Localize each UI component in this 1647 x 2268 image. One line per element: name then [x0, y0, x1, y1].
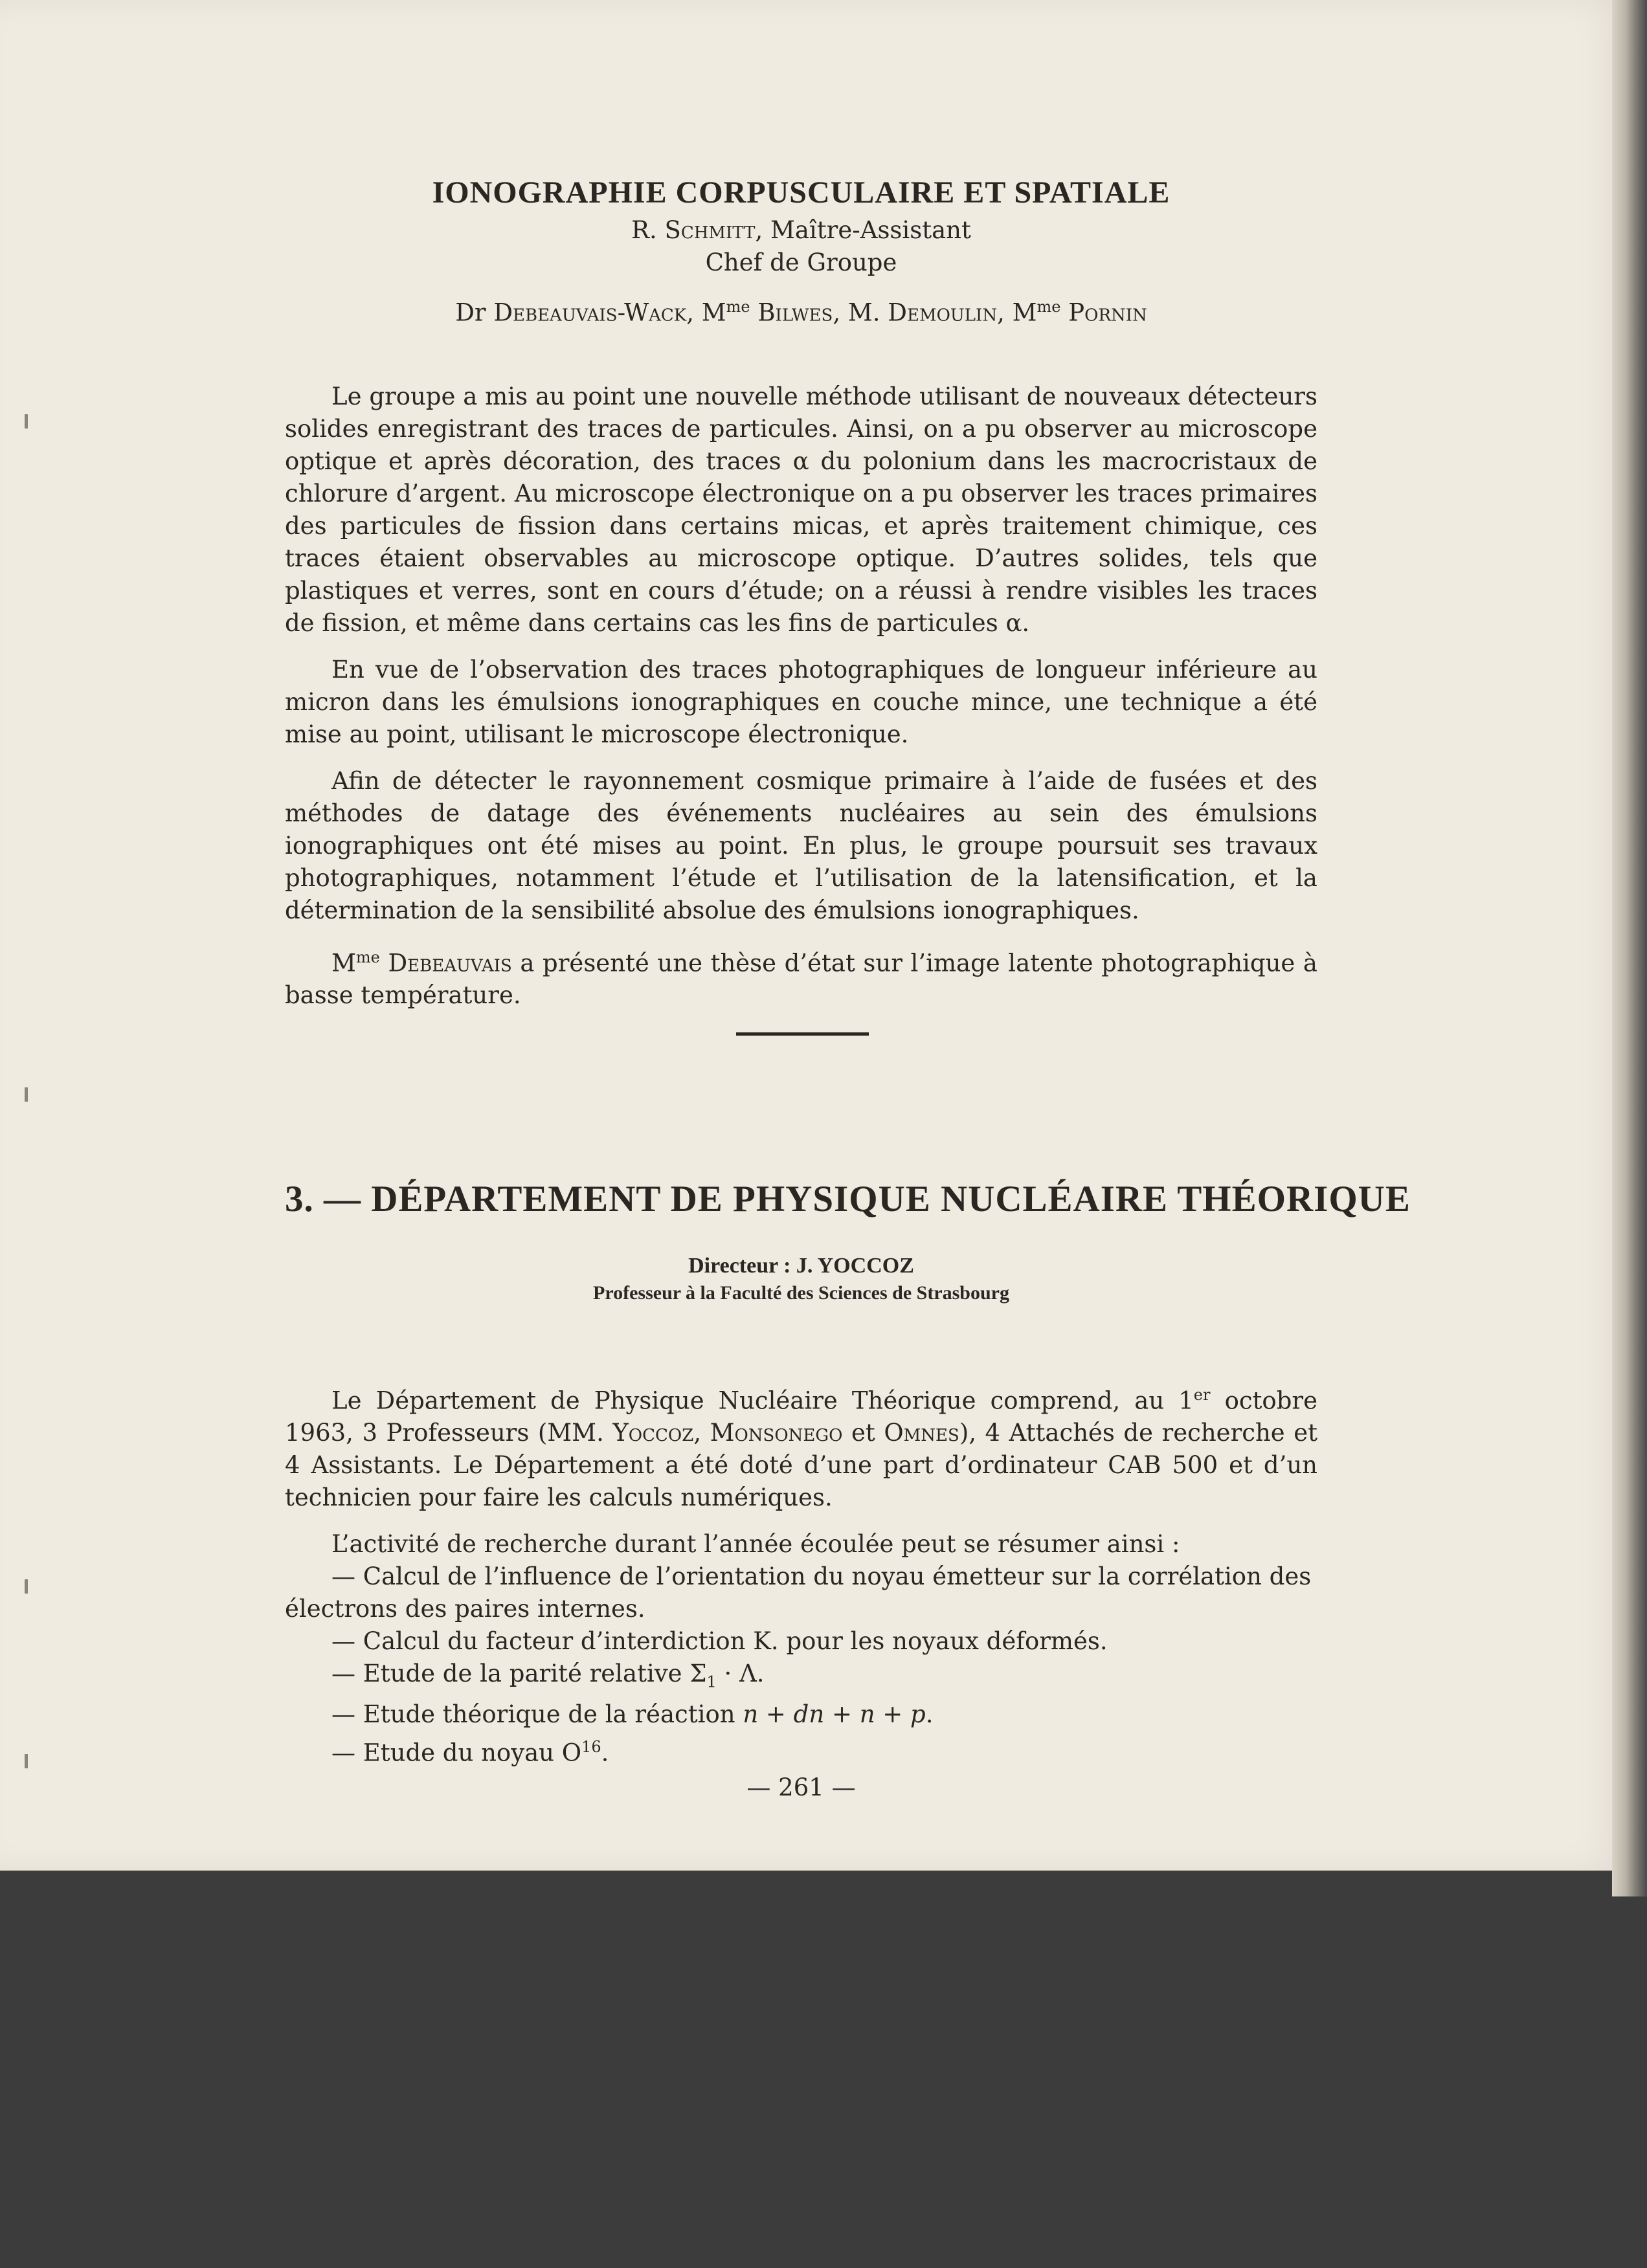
activity-item: — Calcul de l’influence de l’orientation du noyau émetteur sur la corrélation des	[331, 1562, 1312, 1591]
activity-item	[285, 1658, 1317, 1698]
item-math: n + dn + n + p	[743, 1700, 926, 1728]
intro-name: Omnes	[884, 1419, 959, 1447]
intro-text: Le Département de Physique Nucléaire Théorique comprend, au 1	[331, 1386, 1194, 1415]
thesis-text: a présenté une thèse d’état sur l’image latente photographique à basse température.	[285, 949, 1317, 1010]
staff-text: , M	[997, 298, 1037, 327]
activity-item-cont: électrons des paires internes.	[285, 1595, 645, 1623]
paragraph: Le groupe a mis au point une nouvelle méthode utilisant de nouveaux détecteurs solides enregistrant des traces de particules. Ainsi, on a pu observer au microscope optique et après décoration, des traces α du polonium dans les macrocristaux de chlorure d’argent. Au microscope électronique on a pu observer les traces primaires des particules de fission dans certains micas, et après traitement chimique, ces traces étaient observables au microscope optique. D’autres solides, tels que plastiques et verres, sont en cours d’étude; on a réussi à rendre visibles les traces de fission, et même dans certains cas les fins de particules α.	[285, 383, 1317, 637]
section-divider	[736, 1032, 869, 1036]
thesis-name: Debeauvais	[379, 949, 512, 977]
section1-body	[285, 381, 1317, 1012]
staff-name: Debeauvais-Wack	[493, 298, 687, 327]
page-number: — 261 —	[746, 1773, 856, 1801]
head-role: , Maître-Assistant	[755, 216, 971, 244]
paragraph: En vue de l’observation des traces photographiques de longueur inférieure au micron dans les émulsions ionographiques en couche mince, une technique a été mise au point, utilisant le microscope électronique.	[285, 656, 1317, 748]
staff-name: Pornin	[1060, 298, 1147, 327]
binding-mark	[25, 414, 28, 428]
staff-name: Demoulin	[888, 298, 998, 327]
group-head	[285, 214, 1317, 247]
staff-text: , M.	[833, 298, 888, 327]
staff-list	[285, 291, 1317, 329]
director-role: Professeur à la Faculté des Sciences de Strasbourg	[593, 1282, 1009, 1304]
staff-text: Dr	[455, 298, 494, 327]
paragraph-thesis	[285, 941, 1317, 1012]
item-sup: 16	[581, 1737, 601, 1756]
staff-sup: me	[1036, 298, 1061, 316]
activity-intro: L’activité de recherche durant l’année écoulée peut se résumer ainsi :	[331, 1530, 1180, 1559]
intro-name: Yoccoz	[612, 1419, 694, 1447]
activity-item: — Calcul du facteur d’interdiction K. pour les noyaux déformés.	[331, 1627, 1108, 1656]
section1-title: IONOGRAPHIE CORPUSCULAIRE ET SPATIALE	[432, 175, 1171, 210]
activity-item	[285, 1698, 1317, 1731]
intro-sup: er	[1193, 1386, 1211, 1404]
item-text: · Λ.	[716, 1660, 765, 1688]
item-text: — Etude du noyau O	[331, 1739, 582, 1767]
head-name: R. Schmitt	[631, 216, 756, 244]
binding-mark	[25, 1754, 28, 1768]
staff-text: , M	[686, 298, 726, 327]
activity-item	[285, 1731, 1317, 1769]
item-text: .	[601, 1739, 609, 1767]
intro-text: octobre 1963, 3 Professeurs (MM.	[285, 1386, 1317, 1447]
item-sub: 1	[706, 1673, 717, 1691]
binding-mark	[25, 1579, 28, 1594]
section1-header	[285, 175, 1317, 329]
section2-body	[285, 1379, 1317, 1769]
staff-name: Bilwes	[750, 298, 833, 327]
item-text: .	[925, 1700, 934, 1728]
item-text: — Etude théorique de la réaction	[331, 1700, 743, 1728]
intro-text: et	[842, 1419, 884, 1447]
intro-text: ,	[693, 1419, 710, 1447]
intro-name: Monsonego	[710, 1419, 843, 1447]
head-role2: Chef de Groupe	[705, 249, 897, 276]
thesis-text: M	[331, 949, 356, 977]
director-block	[285, 1252, 1317, 1307]
thesis-sup: me	[355, 948, 380, 966]
paragraph: Afin de détecter le rayonnement cosmique primaire à l’aide de fusées et des méthodes de datage des événements nucléaires au sein des émulsions ionographiques ont été mises au point. En plus, le groupe poursuit ses travaux photographiques, notamment l’étude et l’utilisation de la latensification, et la détermination de la sensibilité absolue des émulsions ionographiques.	[285, 767, 1317, 924]
item-symbol: Σ	[689, 1660, 707, 1688]
director-name: Directeur : J. YOCCOZ	[688, 1254, 914, 1278]
binding-mark	[25, 1087, 28, 1102]
item-text: — Etude de la parité relative	[331, 1660, 690, 1688]
section2-title: 3. — DÉPARTEMENT DE PHYSIQUE NUCLÉAIRE THÉORIQUE	[285, 1179, 1411, 1219]
page-edge-shadow	[1612, 0, 1647, 1896]
department-intro	[285, 1379, 1317, 1514]
intro-text: ), 4 Attachés de recherche et 4 Assistants. Le Département a été doté d’une part d’ordinateur CAB 500 et d’un technicien pour faire les calculs numériques.	[285, 1419, 1317, 1512]
staff-sup: me	[726, 298, 750, 316]
